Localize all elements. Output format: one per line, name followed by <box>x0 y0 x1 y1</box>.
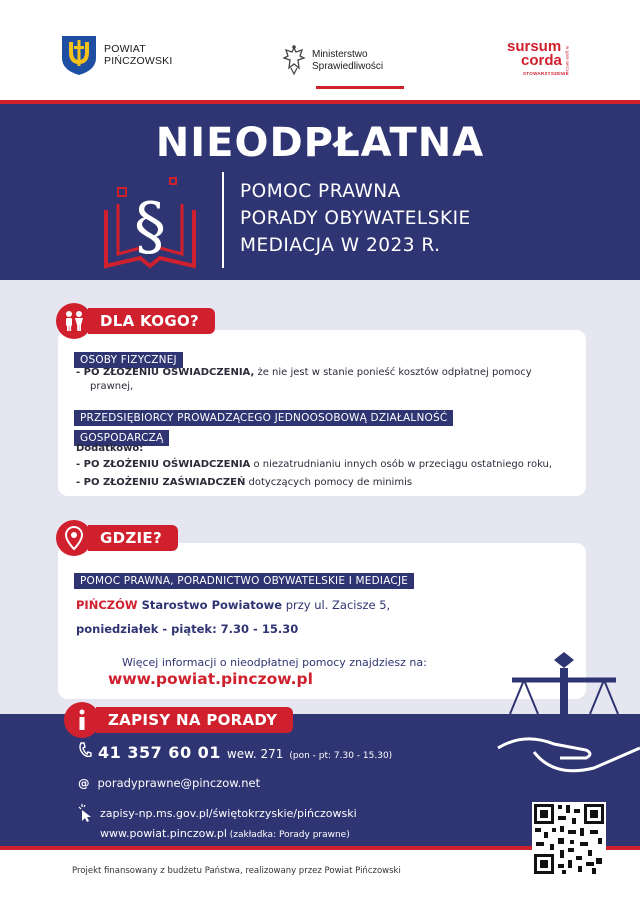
svg-text:§: § <box>134 190 166 264</box>
who-heading <box>56 303 215 339</box>
individual-condition-rest: że nie jest w stanie ponieść kosztów odpłatnej pomocy <box>254 367 532 378</box>
hero-divider <box>222 172 224 268</box>
office-name: Starostwo Powiatowe <box>137 598 283 612</box>
powiat-line2: PIŃCZOWSKI <box>104 55 173 67</box>
individual-condition-bold: - PO ZŁOŻENIU OŚWIADCZENIA, <box>76 367 255 378</box>
phone-row <box>78 742 392 762</box>
sursum-side-text: w gore serca <box>565 46 570 72</box>
hero-title: NIEODPŁATNA <box>155 120 485 166</box>
office-address: przy ul. Zacisze 5, <box>282 598 391 612</box>
stowarzyszenie-word: STOWARZYSZENIE <box>523 71 569 76</box>
justice-scale-hand-icon <box>494 640 640 780</box>
location-pin-icon <box>56 520 92 556</box>
email-address[interactable]: poradyprawne@pinczow.net <box>97 776 261 790</box>
powiat-link-note: (zakładka: Porady prawne) <box>226 830 350 840</box>
where-heading-label: GDZIE? <box>88 525 178 551</box>
business-label-line1: PRZEDSIĘBIORCY PROWADZĄCEGO JEDNOOSOBOWĄ DZIAŁALNOŚĆ <box>74 410 453 426</box>
where-label-box <box>74 569 414 589</box>
business-condition-2 <box>76 476 412 490</box>
at-sign-icon: @ <box>78 776 90 790</box>
qr-code[interactable] <box>532 802 606 876</box>
eagle-emblem-icon <box>282 44 306 78</box>
business-label-line2: GOSPODARCZĄ <box>74 430 169 446</box>
business-condition-2-rest: dotyczących pomocy de minimis <box>245 477 413 488</box>
business-condition-1-rest: o niezatrudnianiu innych osób w przeciągu ostatniego roku, <box>250 459 553 470</box>
website-link[interactable]: www.powiat.pinczow.pl <box>108 670 313 688</box>
powiat-link[interactable]: www.powiat.pinczow.pl <box>100 827 227 840</box>
ministry-logo <box>282 44 383 78</box>
service-legal-aid: POMOC PRAWNA <box>240 181 401 202</box>
registration-link[interactable]: zapisy-np.ms.gov.pl/świętokrzyskie/pińczowski <box>100 807 357 820</box>
email-row <box>78 776 260 790</box>
ministry-line2: Sprawiedliwości <box>312 61 384 72</box>
city-name: PIŃCZÓW <box>76 598 138 612</box>
where-address <box>76 598 390 612</box>
ministry-line1: Ministerstwo <box>312 49 368 60</box>
signup-heading-label: ZAPISY NA PORADY <box>96 707 293 733</box>
phone-hours: (pon - pt: 7.30 - 15.30) <box>289 751 393 761</box>
info-icon <box>64 702 100 738</box>
business-condition-1-bold: - PO ZŁOŻENIU OŚWIADCZENIA <box>76 459 251 470</box>
who-heading-label: DLA KOGO? <box>88 308 215 334</box>
who-label-business <box>74 406 453 446</box>
phone-extension: wew. 271 <box>226 747 284 761</box>
business-condition-1 <box>76 458 552 472</box>
sursum-corda-logo <box>507 40 577 92</box>
footer-note: Projekt finansowany z budżetu Państwa, realizowany przez Powiat Pińczowski <box>72 866 401 876</box>
people-icon <box>56 303 92 339</box>
where-label: POMOC PRAWNA, PORADNICTWO OBYWATELSKIE I MEDIACJE <box>74 573 414 589</box>
powiat-link-row <box>100 824 357 845</box>
business-condition-2-bold: - PO ZŁOŻENIU ZAŚWIADCZEŃ <box>76 477 246 488</box>
powiat-line1: POWIAT <box>104 43 146 55</box>
service-mediation: MEDIACJA W 2023 R. <box>240 235 441 256</box>
sursum-word: sursum <box>507 38 562 55</box>
individual-label: OSOBY FIZYCZNEJ <box>74 352 183 368</box>
powiat-crest-icon <box>60 34 98 76</box>
office-hours: poniedziałek - piątek: 7.30 - 15.30 <box>76 622 299 636</box>
additionally-label: Dodatkowo: <box>76 443 144 454</box>
phone-number[interactable]: 41 357 60 01 <box>98 743 221 762</box>
ministry-underline <box>316 86 404 89</box>
phone-icon <box>78 742 92 758</box>
paragraph-book-icon <box>100 174 200 272</box>
service-civic-advice: PORADY OBYWATELSKIE <box>240 208 471 229</box>
individual-condition <box>76 366 576 380</box>
more-info-text: Więcej informacji o nieodpłatnej pomocy znajdziesz na: <box>122 656 427 669</box>
cursor-click-icon <box>78 804 92 822</box>
where-heading <box>56 520 178 556</box>
who-label-individual <box>74 348 183 368</box>
powiat-logo <box>60 34 173 76</box>
services-list <box>240 178 471 259</box>
links-row <box>78 804 357 845</box>
corda-word: corda <box>521 52 562 69</box>
individual-condition-cont: prawnej, <box>90 381 134 392</box>
signup-heading <box>64 702 293 738</box>
header <box>0 0 640 104</box>
